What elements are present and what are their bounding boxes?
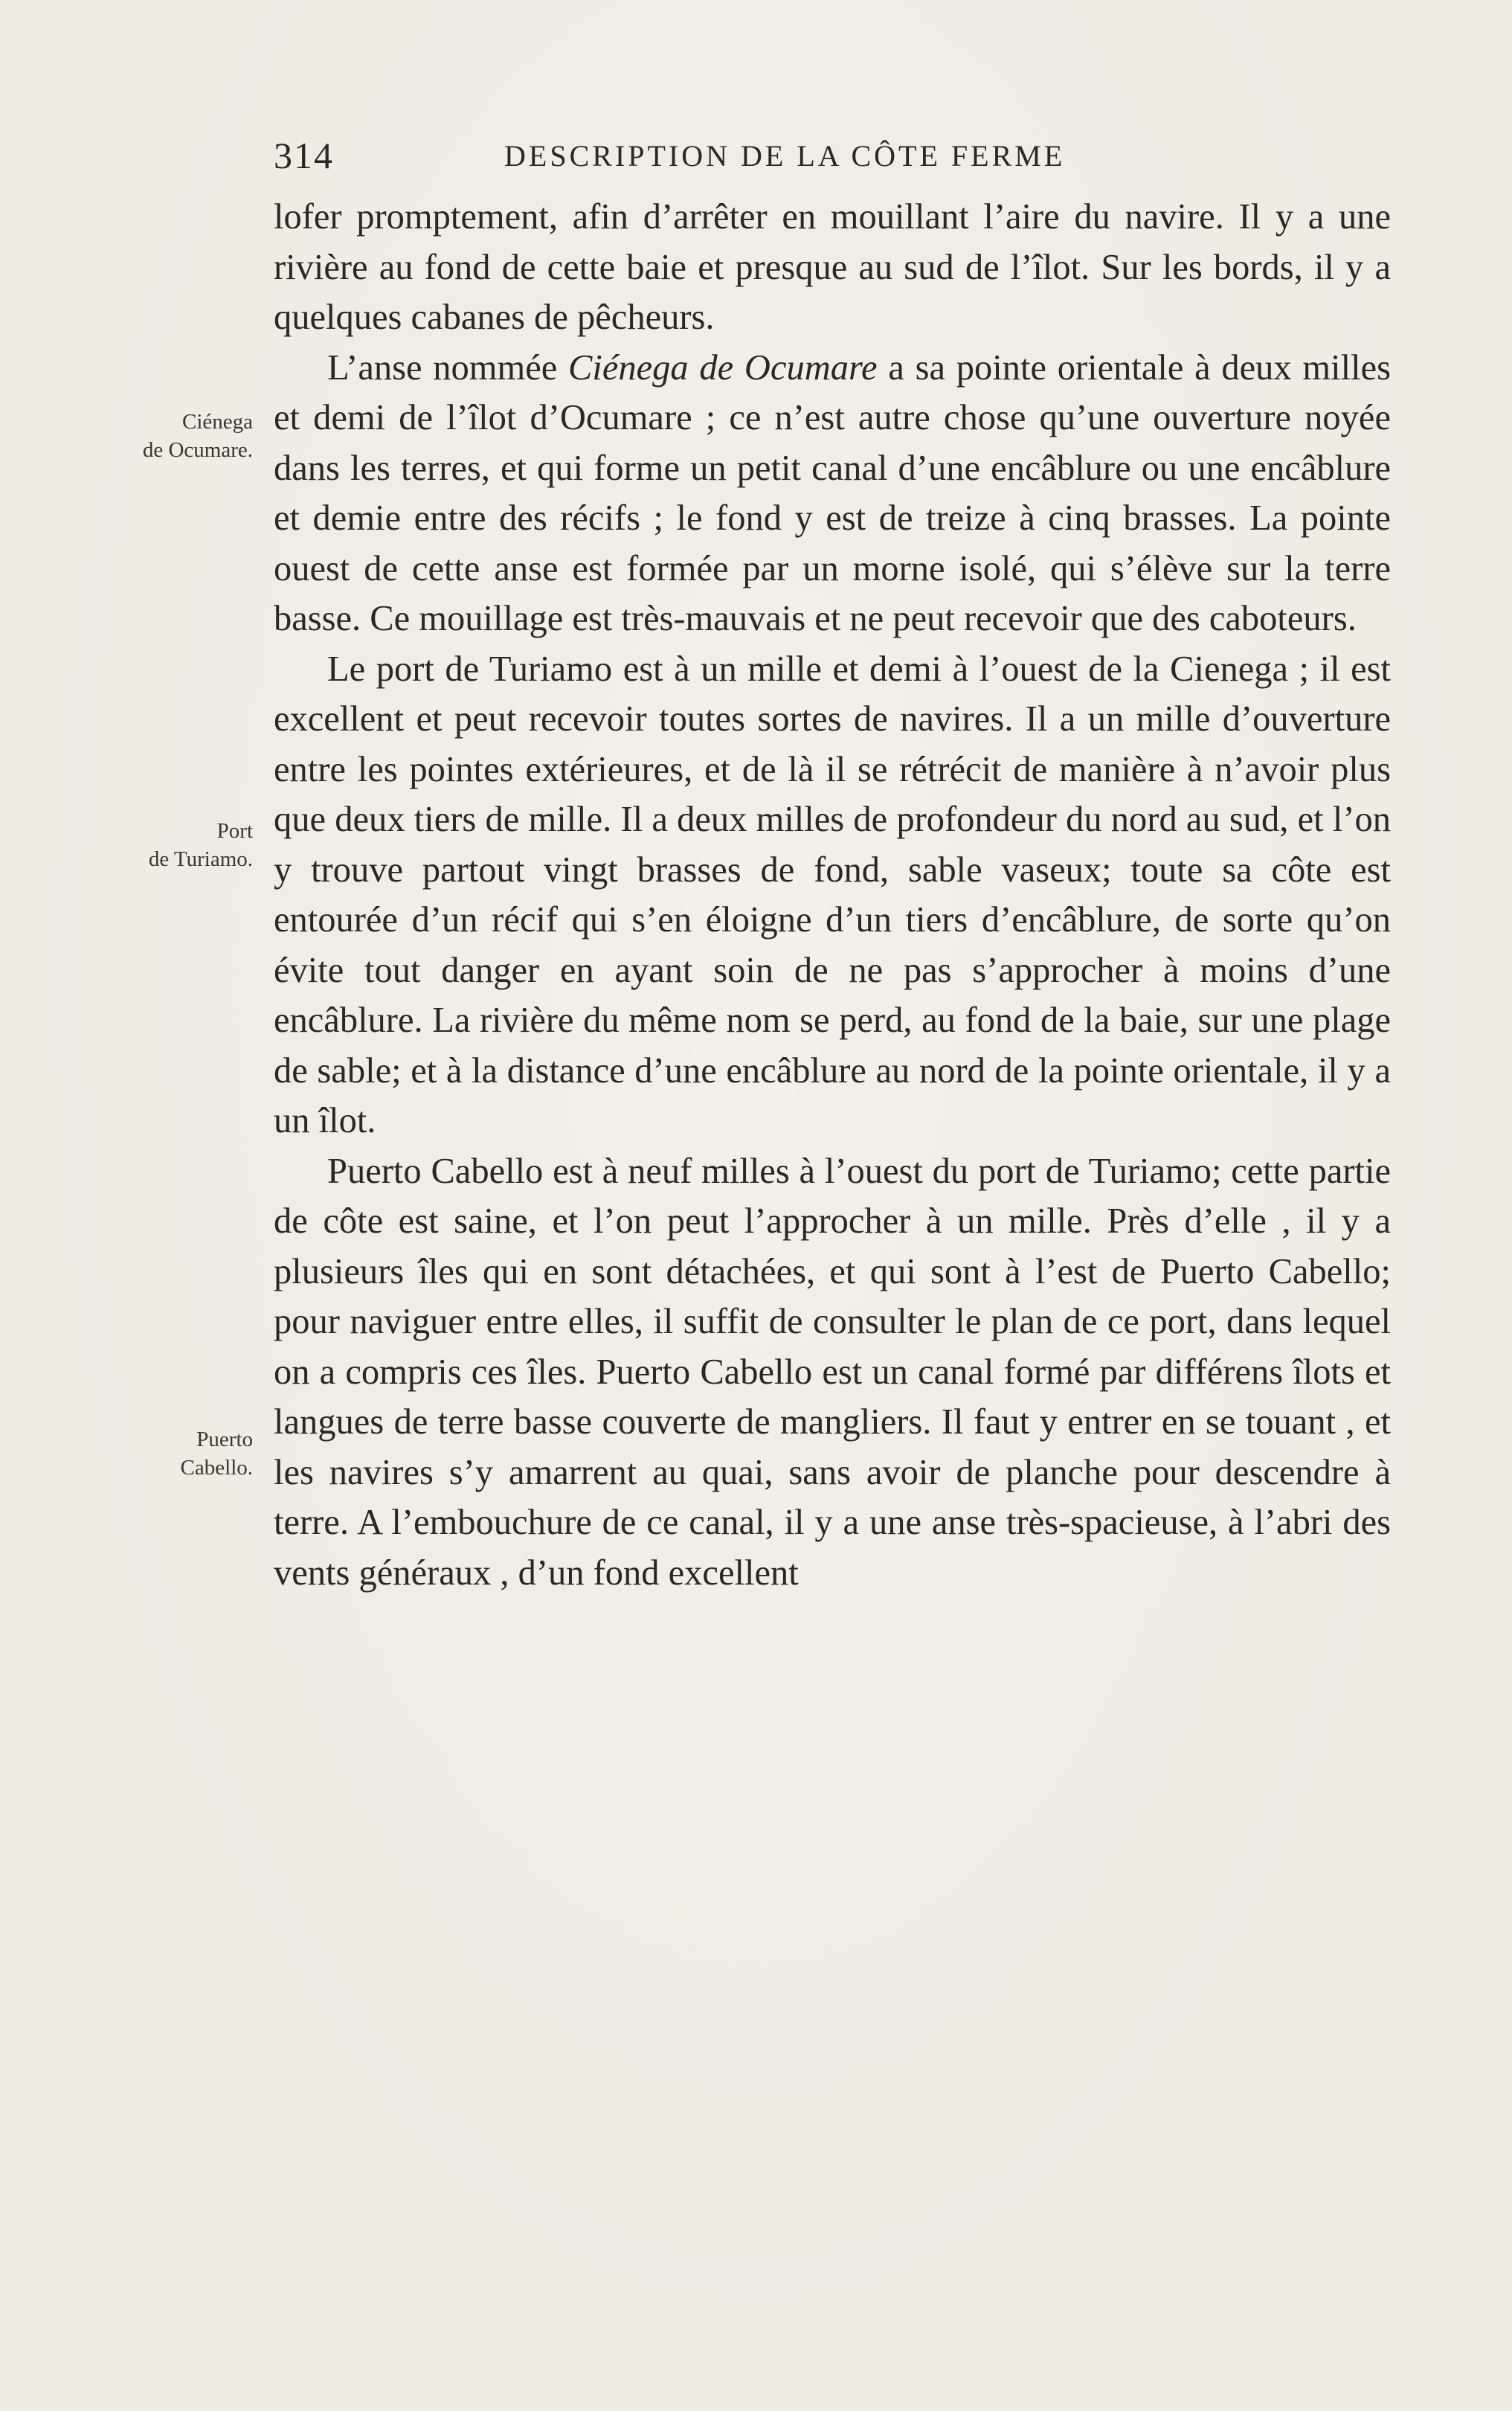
margin-note-line: de Turiamo. [148, 847, 253, 871]
running-title: DESCRIPTION DE LA CÔTE FERME [504, 139, 1066, 173]
margin-note-line: Cabello. [180, 1456, 253, 1480]
paragraph-puerto-cabello: Puerto Cabello est à neuf milles à l’ouest du port de Turiamo; cette partie de côte est saine, et l’on peut l’approcher à un mille. Près d’elle , il y a plusieurs îles qui en sont détachées, et qui sont à l’est de Puerto Cabello; pour naviguer entre elles, il suffit de consulter le plan de ce port, dans lequel on a compris ces îles. Puerto Cabello est un canal formé par différens îlots et langues de terre basse couverte de mangliers. Il faut y entrer en se touant , et les navires s’y amarrent au quai, sans avoir de planche pour descendre à terre. A l’embouchure de ce canal, il y a une anse très-spacieuse, à l’abri des vents généraux , d’un fond excellent [274, 1151, 1391, 1593]
paragraph-text: a sa pointe orientale à deux milles et demi de l’îlot d’Ocumare ; ce n’est autre chose qu’une ouverture noyée dans les terres, et qui forme un petit canal d’une encâblure ou une encâblure et demie entre des récifs ; le fond y est de treize à cinq brasses. La pointe ouest de cette anse est formée par un morne isolé, qui s’élève sur la terre basse. Ce mouillage est très-mauvais et ne peut recevoir que des caboteurs. [274, 347, 1391, 638]
margin-note-line: Port [216, 819, 253, 843]
page-header [274, 134, 1391, 186]
page-number: 314 [274, 135, 334, 176]
margin-note-turiamo [149, 817, 253, 873]
paragraph-text: L’anse nommée [327, 347, 568, 388]
paragraph-continuation: lofer promptement, afin d’arrêter en mouillant l’aire du navire. Il y a une rivière au fond de cette baie et presque au sud de l’îlot. Sur les bords, il y a quelques cabanes de pêcheurs. [274, 197, 1391, 337]
paragraph-cienega [274, 343, 1391, 644]
margin-note-puerto-cabello [181, 1425, 253, 1482]
paragraph-turiamo: Le port de Turiamo est à un mille et demi à l’ouest de la Cienega ; il est excellent et peut recevoir toutes sortes de navires. Il a un mille d’ouverture entre les pointes extérieures, et de là il se rétrécit de manière à n’avoir plus que deux tiers de mille. Il a deux milles de profondeur du nord au sud, et l’on y trouve partout vingt brasses de fond, sable vaseux; toute sa côte est entourée d’un récif qui s’en éloigne d’un tiers d’encâblure, de sorte qu’on évite tout danger en ayant soin de ne pas s’approcher à moins d’une encâblure. La rivière du même nom se perd, au fond de la baie, sur une plage de sable; et à la distance d’une encâblure au nord de la pointe orientale, il y a un îlot. [274, 649, 1391, 1140]
margin-note-cienega [143, 408, 253, 464]
margin-note-line: Ciénega [181, 410, 253, 434]
body-text [274, 192, 1391, 1598]
italic-place-name: Ciénega de Ocumare [568, 347, 878, 388]
margin-note-line: Puerto [196, 1428, 253, 1451]
margin-note-line: de Ocumare. [142, 438, 253, 462]
